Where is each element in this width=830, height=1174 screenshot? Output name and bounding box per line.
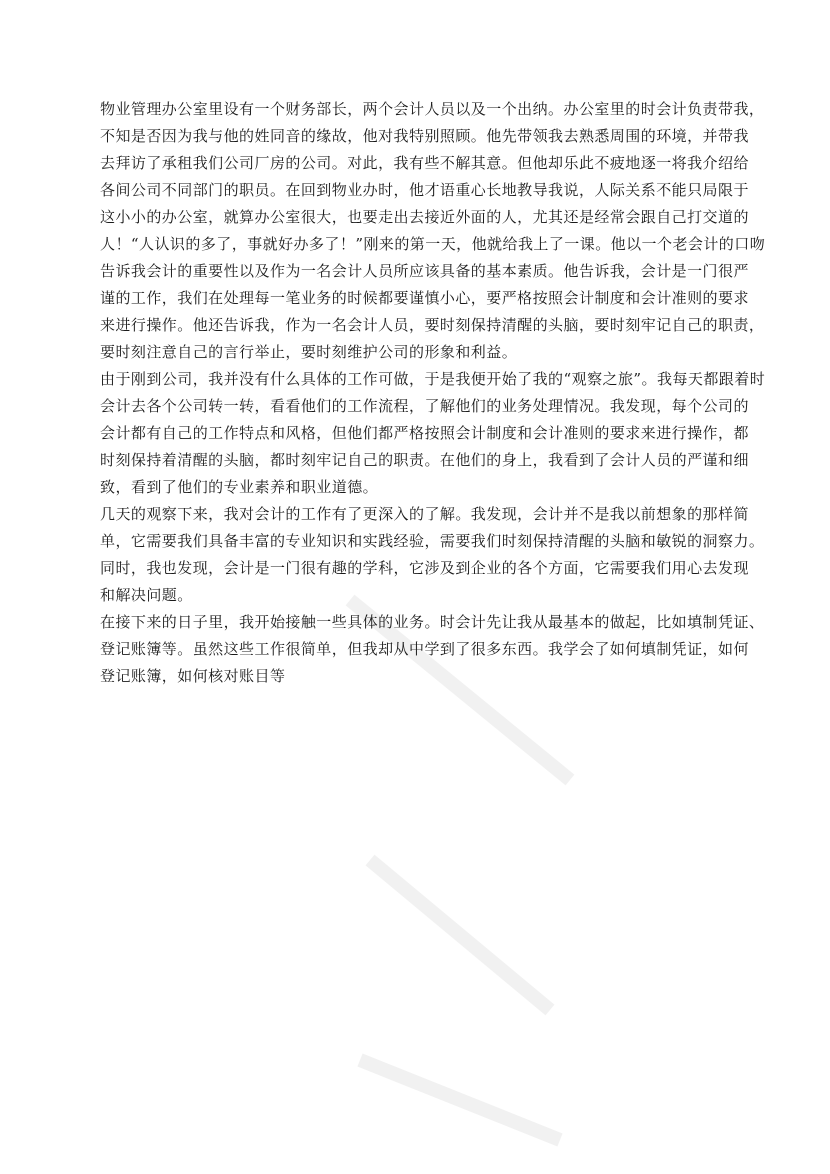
- text-line: 要时刻注意自己的言行举止，要时刻维护公司的形象和利益。: [100, 343, 518, 361]
- text-line: 来进行操作。他还告诉我，作为一名会计人员，要时刻保持清醒的头脑，要时刻牢记自己的职责，: [100, 316, 765, 334]
- text-line: 会计都有自己的工作特点和风格，但他们都严格按照会计制度和会计准则的要求来进行操作，都: [100, 424, 749, 442]
- text-line: 登记账簿，如何核对账目等: [100, 667, 286, 685]
- text-line: 去拜访了承租我们公司厂房的公司。对此，我有些不解其意。但他却乐此不疲地逐一将我介绍给: [100, 154, 749, 172]
- text-line: 谨的工作，我们在处理每一笔业务的时候都要谨慎小心，要严格按照会计制度和会计准则的要求: [100, 289, 749, 307]
- text-line: 时刻保持着清醒的头脑，都时刻牢记自己的职责。在他们的身上，我看到了会计人员的严谨和细: [100, 451, 749, 469]
- text-line: 告诉我会计的重要性以及作为一名会计人员所应该具备的基本素质。他告诉我，会计是一门很严: [100, 262, 749, 280]
- text-line: 和解决问题。: [100, 586, 193, 604]
- text-line: 各间公司不同部门的职员。在回到物业办时，他才语重心长地教导我说，人际关系不能只局限于: [100, 181, 749, 199]
- text-line: 单，它需要我们具备丰富的专业知识和实践经验，需要我们时刻保持清醒的头脑和敏锐的洞察力。: [100, 532, 765, 550]
- text-line: 会计去各个公司转一转，看看他们的工作流程，了解他们的业务处理情况。我发现，每个公司的: [100, 397, 749, 415]
- text-line: 不知是否因为我与他的姓同音的缘故，他对我特别照顾。他先带领我去熟悉周围的环境，并带我: [100, 127, 749, 145]
- text-line: 登记账簿等。虽然这些工作很简单，但我却从中学到了很多东西。我学会了如何填制凭证，如何: [100, 640, 749, 658]
- text-line: 致，看到了他们的专业素养和职业道德。: [100, 478, 379, 496]
- text-line: 在接下来的日子里，我开始接触一些具体的业务。时会计先让我从最基本的做起，比如填制凭证、: [100, 613, 765, 631]
- text-line: 同时，我也发现，会计是一门很有趣的学科，它涉及到企业的各个方面，它需要我们用心去发现: [100, 559, 749, 577]
- text-line: 由于刚到公司，我并没有什么具体的工作可做，于是我便开始了我的“观察之旅”。我每天都跟着时: [100, 370, 766, 388]
- text-line: 几天的观察下来，我对会计的工作有了更深入的了解。我发现，会计并不是我以前想象的那样简: [100, 505, 749, 523]
- text-line: 人！“人认识的多了，事就好办多了！”刚来的第一天，他就给我上了一课。他以一个老会计的口吻: [100, 235, 766, 253]
- text-line: 这小小的办公室，就算办公室很大，也要走出去接近外面的人，尤其还是经常会跟自己打交道的: [100, 208, 749, 226]
- text-line: 物业管理办公室里设有一个财务部长，两个会计人员以及一个出纳。办公室里的时会计负责带我，: [100, 100, 765, 118]
